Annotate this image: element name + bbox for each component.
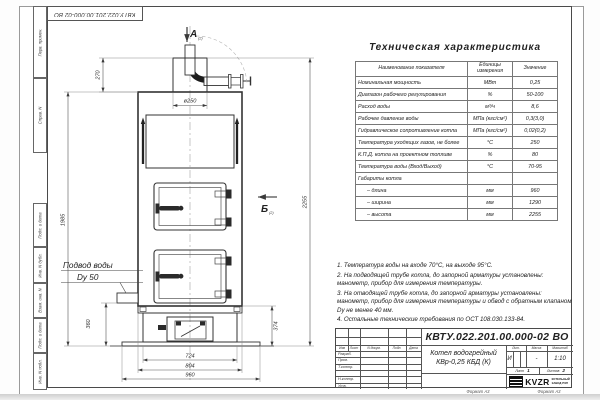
side-label-text: Взам. инв. N (37, 288, 43, 313)
section-mark-a (187, 27, 203, 42)
flange-bolt-left (140, 307, 146, 312)
col-izm: Изм (338, 346, 346, 350)
dim-804: 804 (185, 363, 195, 370)
scale-value: 1:10 (554, 356, 566, 362)
spec-col-name: Наименование показателя (356, 62, 468, 77)
company-name-line1: КОТЕЛЬНЫЙ (551, 377, 570, 382)
boiler-body (110, 92, 274, 346)
hinge-bottom-pin (226, 290, 232, 299)
dim-724: 724 (185, 353, 195, 360)
spec-row: Диапазон рабочего регулирования % 50-100 (356, 89, 558, 101)
row-nkontr: Н.контр. (338, 377, 355, 382)
note-2: 2. На подводящей трубе котла, до запорной арматуры установлены: манометр, прибор для измерения температуры. (337, 271, 544, 288)
water-inlet-pipe (117, 293, 138, 303)
base-section (110, 306, 274, 346)
col-list: Лист (349, 346, 359, 350)
base-plate (122, 342, 260, 346)
side-label-text: Подп. и дата (37, 211, 43, 239)
kvzr-logo-icon (509, 376, 523, 387)
spec-table (355, 61, 558, 221)
door-handle-knob (179, 206, 184, 211)
hinge-top (215, 191, 226, 197)
ash-door (158, 317, 213, 341)
flange-bolt-right (234, 307, 240, 312)
hinge-top-pin (226, 190, 232, 199)
spec-row: – высота мм 2255 (356, 209, 558, 221)
sheets-value: 2 (562, 368, 565, 373)
sheet-cell (506, 367, 539, 374)
door-handle (160, 274, 180, 279)
section-mark-b (258, 197, 277, 215)
col-ndocum: N докум. (367, 346, 381, 350)
format-label-left: Формат А3 (466, 389, 490, 394)
product-name (421, 345, 506, 373)
damper-lever (181, 326, 200, 337)
rotation-arc (196, 36, 247, 83)
flue-stub (185, 45, 195, 75)
sheet-label: Лист (515, 368, 525, 373)
dim-374: 374 (273, 321, 280, 331)
row-prov: Пров. (338, 358, 349, 363)
spec-row: К.П.Д. котла на проектном топливе % 80 (356, 149, 558, 161)
sheets-cell (539, 367, 573, 374)
spec-col-units: Единицы измерения (468, 62, 513, 77)
flue-horizontal-pipe (204, 77, 229, 86)
spec-col-value: Значение (513, 62, 558, 77)
sheet-value: 1 (527, 368, 530, 373)
spec-row: Температура уходящих газов, не более °С 250 (356, 137, 558, 149)
note-4: 4. Остальные технические требования по ОСТ 108.030.133-84. (337, 316, 526, 324)
kvzr-logo-text: KVZR (525, 376, 550, 387)
ash-door-latch-left (176, 322, 181, 326)
spec-row: Рабочее давление воды МПа (кгс/см²) 0,3(3,0) (356, 113, 558, 125)
dim-270: 270 (95, 70, 102, 80)
hinge-bottom-pin (226, 218, 232, 227)
spec-row: – ширина мм 1290 (356, 197, 558, 209)
hinge-bottom (215, 219, 226, 225)
section-a-label: А (190, 29, 198, 40)
page-bottom-shadow (0, 394, 600, 400)
hinge-top (215, 258, 226, 264)
door-handle-plate (156, 204, 160, 214)
side-label-text: Справ. N (37, 106, 43, 125)
spec-row: Габариты котла (356, 173, 558, 185)
dim-960: 960 (185, 372, 195, 379)
hinge-top-pin (226, 257, 232, 266)
door-handle (160, 206, 180, 211)
lower-door (154, 250, 232, 303)
company-cell (506, 374, 573, 389)
col-data: Дата (409, 346, 418, 350)
ash-door-handle (158, 325, 166, 330)
tb-line (421, 373, 506, 374)
water-label-line1: Подвод воды (63, 261, 113, 270)
spec-header-row (356, 62, 558, 77)
spec-table-title: Техническая характеристика (369, 42, 541, 53)
tb-line (520, 351, 521, 367)
tb-line (388, 329, 389, 389)
panel-clamp-right-tip (235, 118, 239, 125)
spec-row: Расход воды м³/ч 8,6 (356, 101, 558, 113)
mass-value: - (535, 356, 538, 362)
flue-valve (229, 75, 251, 89)
product-name-line1: Котел водогрейный (430, 350, 497, 358)
side-label-text: Перв. примен. (37, 28, 43, 56)
company-name-line2: ЗАВОД РЭП (551, 380, 569, 385)
dim-2255: 2255 (302, 195, 309, 209)
format-label-right: Формат А3 (537, 389, 561, 394)
row-razrab: Разраб. (338, 352, 352, 357)
side-label-text: Инв. N дубл. (37, 252, 43, 278)
row-tkontr: Т.контр. (338, 364, 354, 369)
note-3: 3. На отводящей трубе котла, до запорной арматуры установлены: манометр, прибор для измерения температуры и обвод с обратным клапаном Dу не менее 40 мм. (337, 289, 572, 314)
side-label-text: Подп. и дата (37, 322, 43, 349)
water-inlet-label (61, 261, 143, 293)
top-rotated-stamp-text: КВТУ.022.201.00.000-02 ВО (54, 10, 136, 17)
chimney-assembly (173, 36, 251, 92)
middle-door (154, 183, 232, 230)
spec-row: – длина мм 960 (356, 185, 558, 197)
technical-notes (337, 262, 575, 326)
col-podp: Подп. (392, 346, 402, 350)
tb-line (513, 351, 514, 367)
side-label-text: Инв. N подл. (37, 359, 43, 384)
tb-line (406, 329, 407, 389)
doc-number: КВТУ.022.201.00.000-02 ВО (425, 331, 569, 343)
dim-1985: 1985 (60, 213, 67, 227)
panel-clamp-left-tip (141, 118, 145, 125)
section-b-ref: (2) (269, 211, 274, 215)
lit-value: И (507, 356, 512, 362)
sheets-label: Листов (547, 368, 560, 373)
scale-header: Масштаб (552, 346, 568, 350)
spec-row: Гидравлическое сопротивление котла МПа (кгс/см²) 0,02(0,2) (356, 125, 558, 137)
spec-row: Номинальная мощность МВт 0,25 (356, 77, 558, 89)
door-handle-plate (156, 272, 160, 282)
title-block (335, 328, 572, 388)
ash-door-latch-right (200, 322, 205, 326)
spec-row: Температура воды (Вход/Выход) °С 70-95 (356, 161, 558, 173)
row-utv: Утв. (338, 383, 347, 388)
section-a-ref: (2) (198, 36, 203, 41)
company-name (552, 378, 570, 385)
dim-d250: ø250 (183, 98, 197, 105)
section-b-label: Б (261, 204, 269, 215)
door-handle-knob (179, 274, 184, 279)
lit-header: Лит. (512, 346, 520, 350)
water-label-line2: Dy 50 (77, 273, 99, 282)
product-name-line2: КВр-0,25 КБД (К) (436, 359, 491, 366)
dim-360: 360 (86, 319, 92, 329)
leader-line (120, 283, 126, 294)
hinge-bottom (215, 291, 226, 297)
mass-header: Масса (531, 346, 542, 350)
note-1: 1. Температура воды на входе 70°С, на выходе 95°С. (337, 262, 493, 269)
